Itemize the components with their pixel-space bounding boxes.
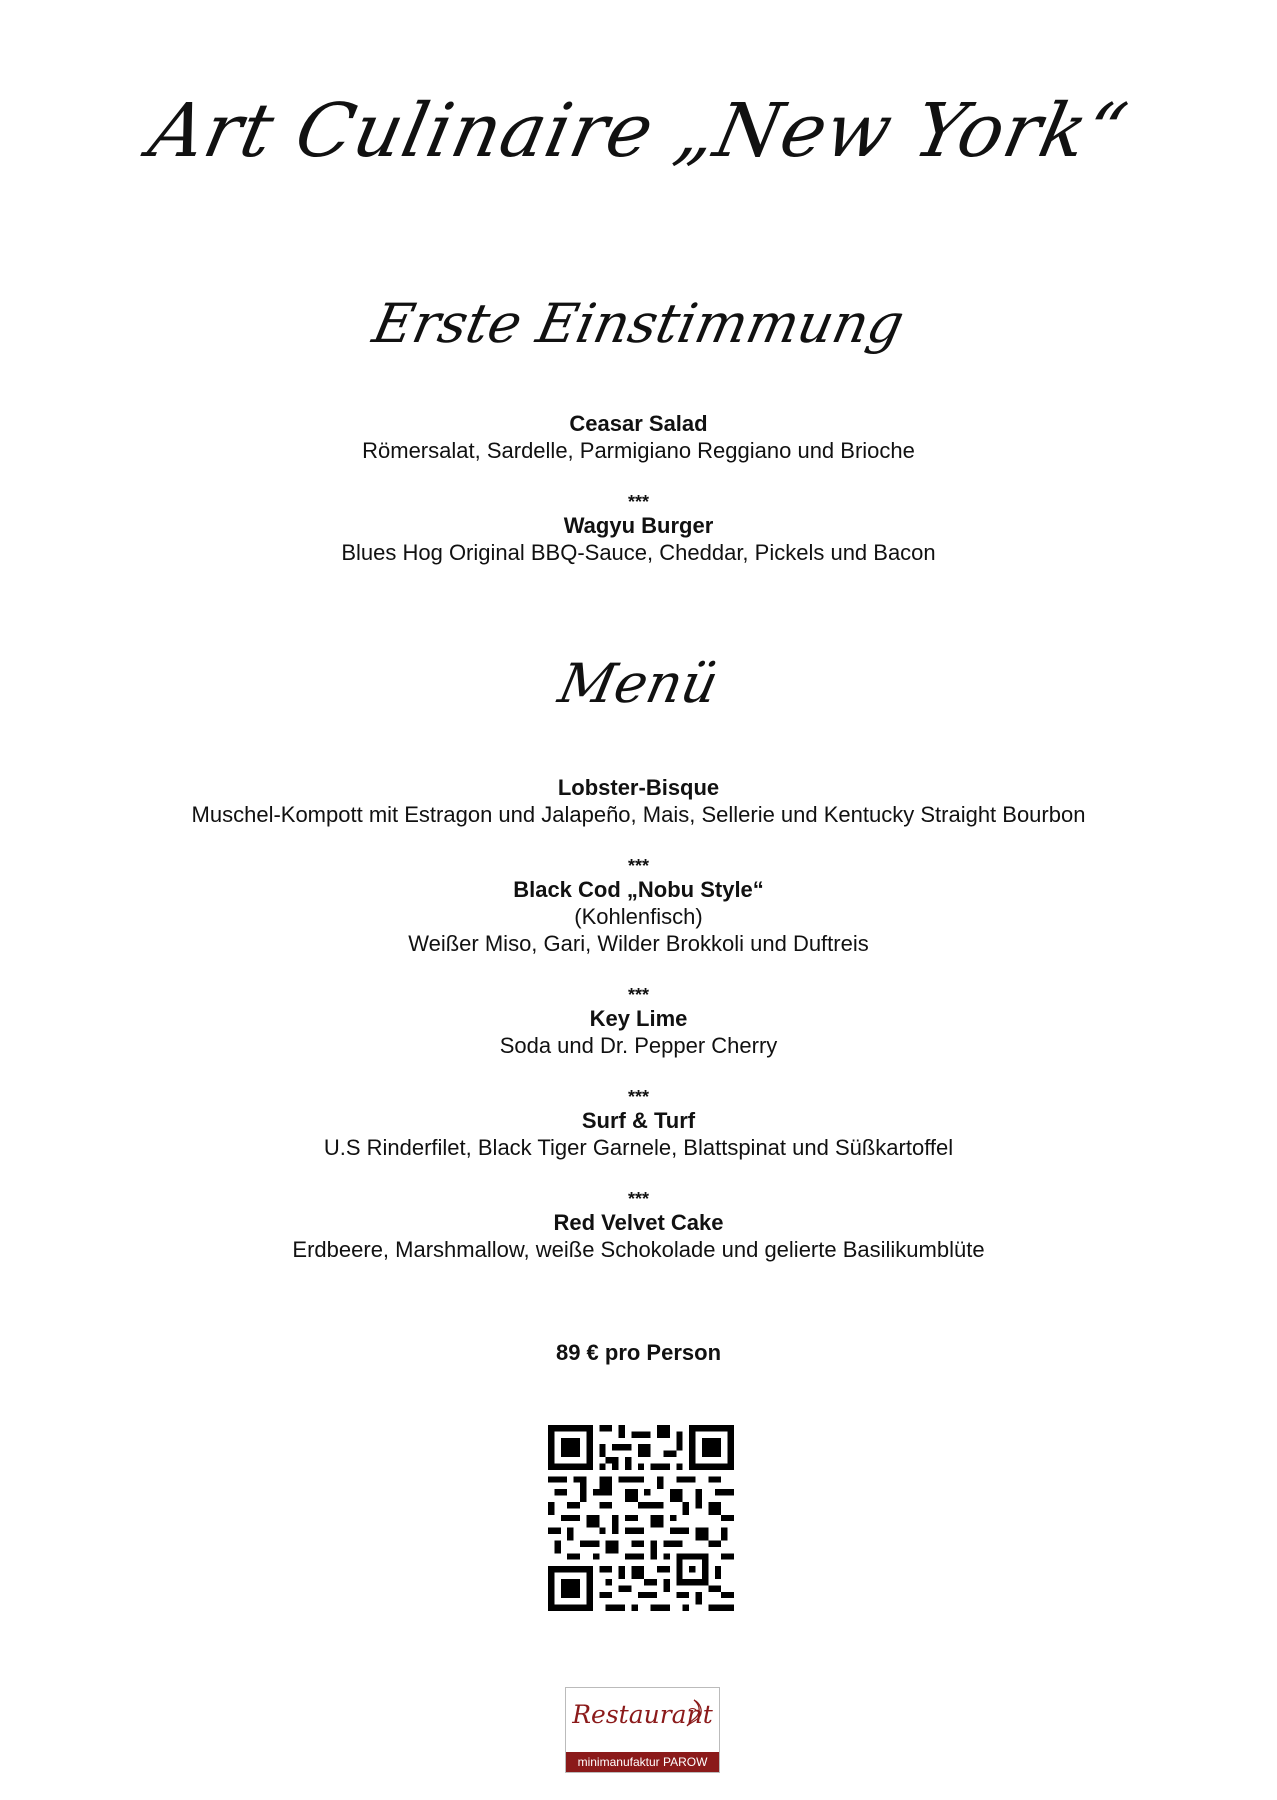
dish-description: U.S Rinderfilet, Black Tiger Garnele, Blattspinat und Süßkartoffel [323, 1135, 954, 1160]
section-heading-menu: Menü [553, 652, 724, 715]
dish-name: Lobster-Bisque [557, 775, 720, 800]
dish-name: Wagyu Burger [563, 513, 714, 538]
restaurant-logo [565, 1687, 720, 1773]
section-heading-starters: Erste Einstimmung [367, 292, 910, 355]
logo-subtitle: minimanufaktur PAROW [566, 1752, 719, 1772]
dish-name: Black Cod „Nobu Style“ [513, 877, 764, 902]
qr-code-icon[interactable] [548, 1425, 734, 1611]
dish-description: Muschel-Kompott mit Estragon und Jalapeño, Mais, Sellerie und Kentucky Straight Bourbon [191, 802, 1086, 827]
price: 89 € pro Person [555, 1340, 722, 1365]
dish-name: Key Lime [589, 1006, 688, 1031]
dish-name: Surf & Turf [581, 1108, 696, 1133]
separator: *** [627, 1189, 649, 1209]
dish-description: Römersalat, Sardelle, Parmigiano Reggiano und Brioche [362, 438, 915, 463]
dish-description: Soda und Dr. Pepper Cherry [499, 1033, 778, 1058]
separator: *** [627, 985, 649, 1005]
dish-description: Blues Hog Original BBQ-Sauce, Cheddar, Pickels und Bacon [341, 540, 936, 565]
separator: *** [627, 856, 649, 876]
dish-description: Weißer Miso, Gari, Wilder Brokkoli und Duftreis [408, 931, 869, 956]
menu-title: Art Culinaire „New York“ [142, 88, 1135, 174]
separator: *** [627, 492, 649, 512]
starters-list [0, 410, 1277, 566]
menu-list [0, 774, 1277, 1263]
logo-wordmark: Restaurant [572, 1700, 713, 1729]
dish-name: Red Velvet Cake [553, 1210, 724, 1235]
separator: *** [627, 1087, 649, 1107]
dish-name: Ceasar Salad [569, 411, 708, 436]
dish-description: (Kohlenfisch) [574, 904, 703, 929]
dish-description: Erdbeere, Marshmallow, weiße Schokolade und gelierte Basilikumblüte [292, 1237, 985, 1262]
